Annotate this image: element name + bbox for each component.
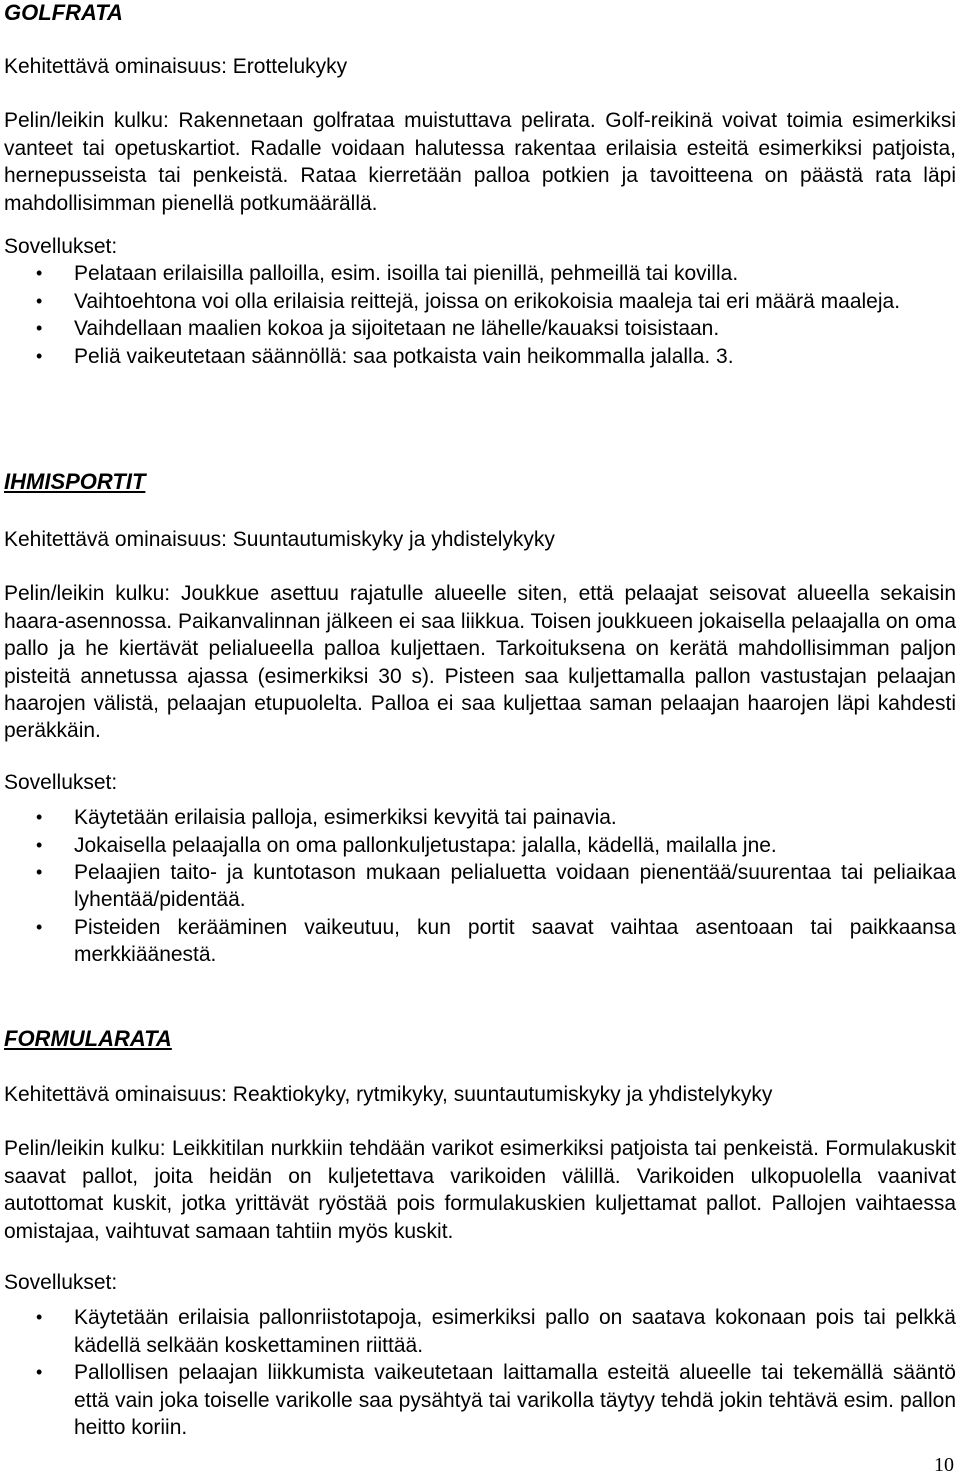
bullet-icon: • [36,290,43,311]
bullet-icon: • [36,318,43,339]
list-item: • Vaihtoehtona voi olla erilaisia reittejä, joissa on erikokoisia maaleja tai eri määrä maaleja. [4,288,956,315]
section-title: GOLFRATA [4,0,123,25]
list-item: • Pallollisen pelaajan liikkumista vaikeutetaan laittamalla esteitä alueelle tai tekemällä sääntö että vain joka toiselle varikolle saa pysähtyä tai varikolla täytyy tehdä jokin tehtävä esim. pallon heitto koriin. [36,1361,956,1440]
bullet-icon: • [36,345,43,366]
bullet-icon: • [36,807,43,828]
list-item: • Käytetään erilaisia pallonriistotapoja, esimerkiksi pallo on saatava kokonaan pois tai pelkkä kädellä selkään koskettaminen riittää. [36,1306,956,1357]
section-formularata [4,1025,956,1441]
list-item: • Vaihdellaan maalien kokoa ja sijoitetaan ne lähelle/kauaksi toisistaan. [4,315,956,342]
trait-text: Kehitettävä ominaisuus: Suuntautumiskyky ja yhdistelykyky [4,528,555,551]
bullet-icon: • [36,862,43,883]
trait-text: Kehitettävä ominaisuus: Reaktiokyky, rytmikyky, suuntautumiskyky ja yhdistelykyky [4,1083,773,1106]
applications-list [4,804,956,968]
bullet-icon: • [36,263,43,284]
applications-label: Sovellukset: [4,235,118,259]
applications-label: Sovellukset: [4,770,118,794]
list-item: • Käytetään erilaisia palloja, esimerkiksi kevyitä tai painavia. [4,804,956,831]
bullet-icon: • [36,916,43,937]
list-item: • Peliä vaikeutetaan säännöllä: saa potkaista vain heikommalla jalalla. 3. [4,343,956,370]
section-title: IHMISPORTIT [4,469,146,494]
section-title: FORMULARATA [4,1026,172,1051]
bullet-icon: • [36,1362,43,1383]
page-number: 10 [934,1454,954,1476]
document-page [4,0,956,1440]
list-item: • Pelataan erilaisilla palloilla, esim. isoilla tai pienillä, pehmeillä tai kovilla. [4,260,956,287]
section-golfrata [4,0,956,370]
applications-list [4,1304,956,1441]
list-item: • Jokaisella pelaajalla on oma pallonkuljetustapa: jalalla, kädellä, mailalla jne. [4,832,956,859]
bullet-icon: • [36,1307,43,1328]
trait-text: Kehitettävä ominaisuus: Erottelukyky [4,55,348,78]
applications-label: Sovellukset: [4,1271,118,1295]
section-ihmisportit [4,468,956,969]
bullet-icon: • [36,834,43,855]
applications-list [4,260,956,370]
flow-text: Pelin/leikin kulku: Joukkue asettuu rajatulle alueelle siten, että pelaajat seisovat alueella sekaisin haara-asennossa. Paikanvalinnan jälkeen ei saa liikkua. Toisen joukkueen jokaisella pelaajalla on oma pallo ja he kiertävät pelialueella palloa kuljettaen. Tarkoituksena on kerätä mahdollisimman paljon pisteitä annetussa ajassa (esimerkiksi 30 s). Pisteen saa kuljettamalla pallon vastustajan pelaajan haarojen välistä, pelaajan etupuolelta. Palloa ei saa kuljettaa saman pelaajan haarojen läpi kahdesti peräkkäin. [4,582,956,743]
flow-text: Pelin/leikin kulku: Leikkitilan nurkkiin tehdään varikot esimerkiksi patjoista tai penkeistä. Formulakuskit saavat pallot, joita heidän on kuljetettava varikoiden välillä. Varikoiden ulkopuolella vaanivat autottomat kuskit, jotka yrittävät ryöstää pois formulakuskien kuljettamat pallot. Pallojen vaihtaessa omistajaa, vaihtuvat samaan tahtiin myös kuskit. [4,1137,956,1243]
list-item: • Pisteiden kerääminen vaikeutuu, kun portit saavat vaihtaa asentoaan tai paikkaansa merkkiäänestä. [36,915,956,967]
list-item: • Pelaajien taito- ja kuntotason mukaan pelialuetta voidaan pienentää/suurentaa tai peliaikaa lyhentää/pidentää. [36,861,956,912]
flow-text: Pelin/leikin kulku: Rakennetaan golfrataa muistuttava pelirata. Golf-reikinä voivat toimia esimerkiksi vanteet tai opetuskartiot. Radalle voidaan halutessa rakentaa erilaisia esteitä esimerkiksi patjoista, hernepusseista tai penkeistä. Rataa kierretään palloa potkien ja tavoitteena on päästä rata läpi mahdollisimman pienellä potkumäärällä. [4,109,956,215]
